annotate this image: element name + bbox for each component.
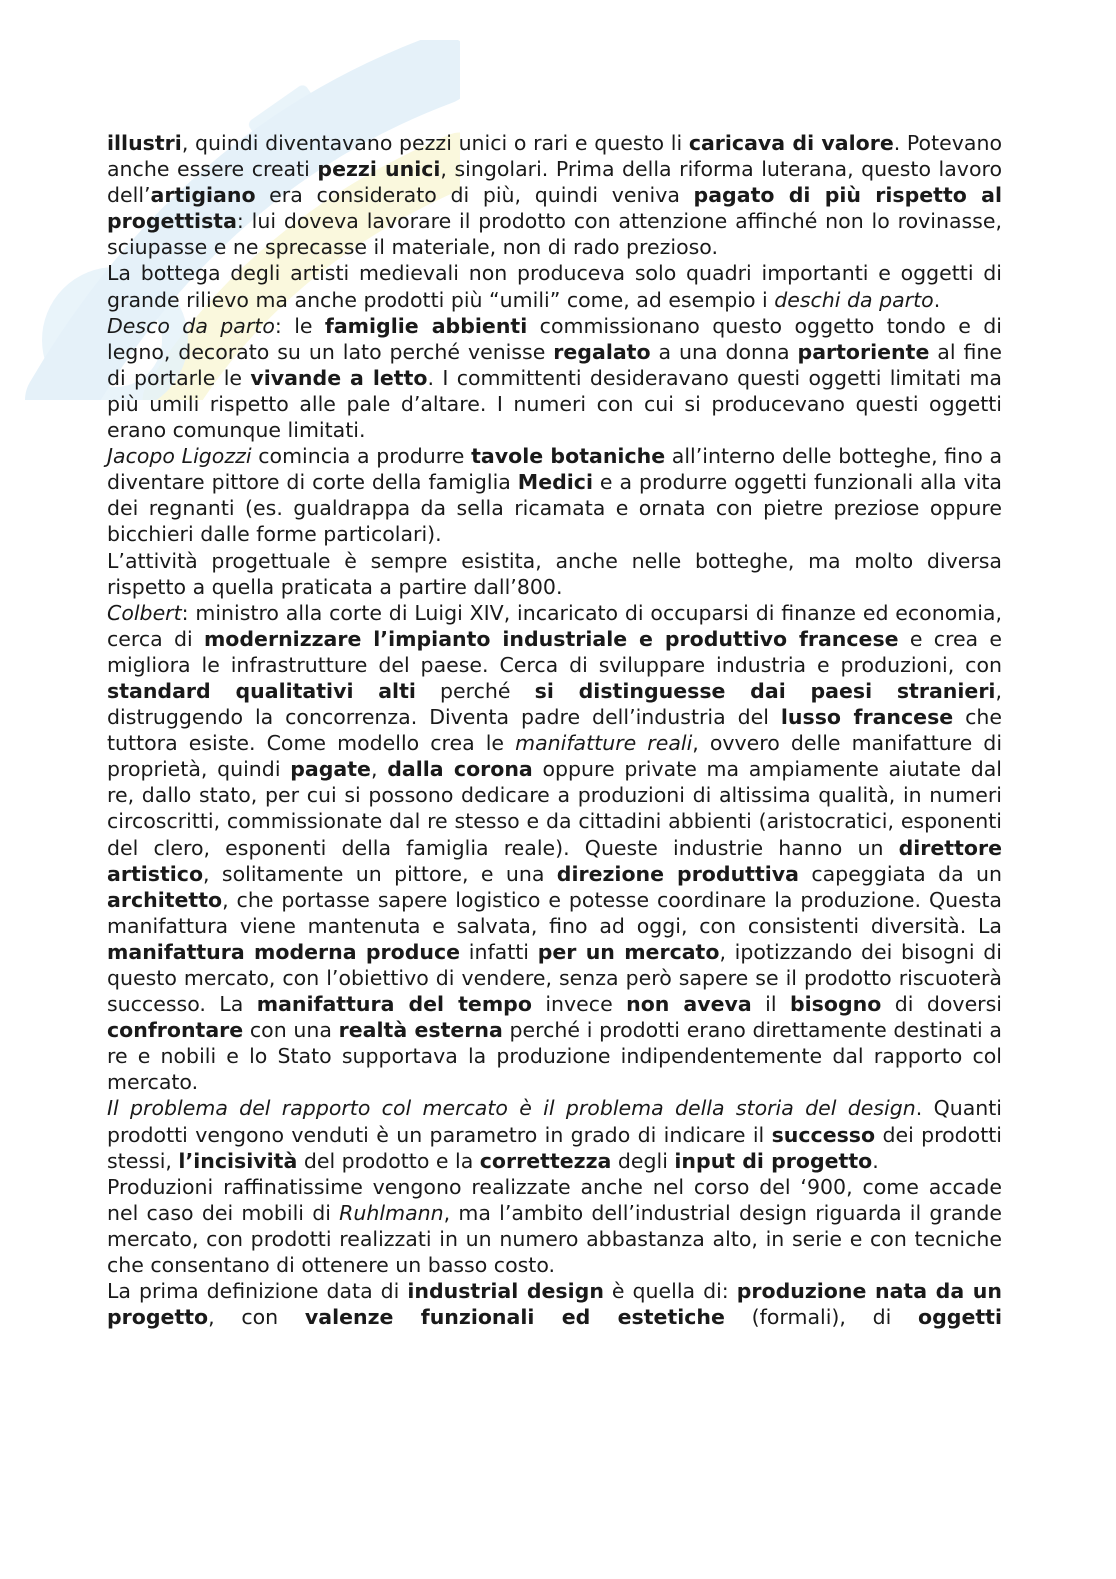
text-run: invece [531, 992, 627, 1017]
bold-text: illustri [107, 131, 182, 155]
text-run: con una [243, 1018, 339, 1043]
bold-text: valenze funzionali ed estetiche [304, 1305, 725, 1330]
bold-text: pagate [290, 757, 371, 782]
text-run: a una donna [650, 339, 798, 364]
text-run: all’interno delle botteghe, fino a diventare pittore di corte della famiglia [107, 444, 1003, 495]
text-run: del prodotto e la [297, 1148, 480, 1173]
text-run: , ovvero delle manifatture di proprietà, quindi [107, 731, 1003, 782]
text-run: : ministro alla corte di Luigi XIV, incaricato di occuparsi di finanze ed economia, cerca di [107, 600, 1002, 651]
text-run: , quindi diventavano pezzi unici o rari e questo li [181, 131, 689, 155]
text-run: , distruggendo la concorrenza. Diventa padre dell’industria del [107, 678, 1002, 730]
paragraph [107, 313, 1002, 443]
document-body [107, 130, 1002, 1330]
bold-text: Medici [517, 470, 593, 495]
italic-text: Il problema del rapporto col mercato è il problema della storia del design [107, 1096, 916, 1121]
paragraph [107, 600, 1002, 1096]
text-run: oppure private ma ampiamente aiutate dal re, dallo stato, per cui si possono dedicare a produzioni di altissima qualità, in numeri circoscritti, commissionate dal re stesso e da cittadini abbienti (aristocratici, esponenti del clero, esponenti della famiglia reale). Queste industrie hanno un [107, 757, 1003, 860]
text-run: al fine di portarle le [107, 339, 1002, 390]
text-run: , che portasse sapere logistico e potesse coordinare la produzione. Questa manifattura viene mantenuta e salvata, fino ad oggi, con consistenti diversità. La [107, 887, 1002, 938]
paragraph [107, 443, 1002, 547]
text-run: perché [415, 678, 535, 703]
paragraph [107, 1278, 1002, 1330]
bold-text: dalla corona [387, 757, 533, 782]
text-run: infatti [460, 939, 538, 964]
text-run: La bottega degli artisti medievali non produceva solo quadri importanti e oggetti di grande rilievo ma anche prodotti più “umili” come, ad esempio i [107, 261, 1002, 312]
italic-text: manifatture reali [515, 731, 693, 756]
italic-text: Desco da parto [107, 313, 275, 338]
text-run: . Quanti prodotti vengono venduti è un parametro in grado di indicare il [107, 1096, 1002, 1147]
paragraph [107, 260, 1002, 312]
bold-text: produzione nata da un progetto [107, 1279, 1002, 1330]
text-run: , singolari. Prima della riforma luterana, questo lavoro dell’ [107, 157, 1003, 208]
bold-text: regalato [553, 339, 651, 364]
text-run: che tuttora esiste. Come modello crea le [107, 705, 1002, 756]
text-run: di doversi [881, 992, 1002, 1017]
text-run: capeggiata da un [798, 861, 1002, 886]
bold-text: direttore artistico [107, 835, 1002, 886]
bold-text: si distinguesse dai paesi stranieri [534, 678, 996, 703]
text-run: era considerato di più, quindi veniva [255, 183, 694, 208]
bold-text: caricava di valore [688, 131, 894, 155]
bold-text: partoriente [797, 339, 930, 364]
bold-text: bisogno [789, 992, 882, 1017]
bold-text: industrial design [407, 1279, 604, 1304]
text-run: : lui doveva lavorare il prodotto con attenzione affinché non lo rovinasse, sciupasse e ne sprecasse il materiale, non di rado prezioso. [107, 209, 1002, 260]
text-run: (formali), di [724, 1305, 919, 1330]
text-run: perché i prodotti erano direttamente destinati a re e nobili e lo Stato supportava la produzione indipendentemente dal rapporto col mercato. [107, 1018, 1002, 1095]
bold-text: modernizzare l’impianto industriale e produttivo francese [203, 626, 899, 651]
paragraph [107, 548, 1002, 600]
text-run: , ma l’ambito dell’industrial design riguarda il grande mercato, con prodotti realizzati in un numero abbastanza alto, in serie e con tecniche che consentano di ottenere un basso costo. [107, 1200, 1003, 1278]
paragraph [107, 1174, 1002, 1278]
text-run: . [933, 287, 941, 312]
bold-text: lusso francese [780, 705, 954, 730]
bold-text: pezzi unici [317, 157, 441, 182]
bold-text: successo [771, 1122, 876, 1147]
text-run: . [872, 1148, 879, 1173]
text-run: . I committenti desideravano questi oggetti limitati ma più umili rispetto alle pale d’altare. I numeri con cui si producevano questi oggetti erano comunque limitati. [107, 365, 1002, 443]
italic-text: deschi da parto [774, 287, 934, 312]
text-run: L’attività progettuale è sempre esistita, anche nelle botteghe, ma molto diversa rispetto a quella praticata a partire dall’800. [107, 548, 1002, 599]
text-run: , ipotizzando dei bisogni di questo mercato, con l’obiettivo di vendere, senza però sapere se il prodotto riscuoterà successo. La [107, 939, 1002, 1017]
bold-text: confrontare [107, 1018, 244, 1043]
italic-text: Colbert [107, 600, 182, 625]
text-run: . Potevano anche essere creati [107, 131, 1002, 182]
bold-text: realtà esterna [338, 1018, 503, 1043]
bold-text: l’incisività [178, 1148, 298, 1173]
bold-text: non aveva [626, 992, 752, 1017]
text-run: comincia a produrre [251, 444, 472, 469]
text-run: La prima definizione data di [107, 1279, 408, 1304]
bold-text: input di progetto [674, 1148, 873, 1173]
bold-text: pagato di più rispetto al progettista [107, 183, 1002, 234]
text-run: e a produrre oggetti funzionali alla vita dei regnanti (es. gualdrappa da sella ricamata e ornata con pietre preziose oppure bicchieri dalle forme particolari). [107, 470, 1002, 547]
bold-text: oggetti [918, 1305, 1002, 1330]
text-run: e crea e migliora le infrastrutture del paese. Cerca di sviluppare industria e produzioni, con [107, 626, 1003, 677]
bold-text: manifattura del tempo [256, 992, 532, 1017]
text-run: il [751, 992, 790, 1017]
bold-text: tavole botaniche [471, 444, 666, 469]
paragraph [107, 130, 1002, 260]
bold-text: standard qualitativi alti [107, 678, 416, 703]
bold-text: manifattura moderna produce [107, 939, 461, 964]
text-run: , [370, 757, 388, 782]
bold-text: artigiano [150, 183, 256, 208]
text-run: è quella di: [603, 1279, 737, 1304]
text-run: Produzioni raffinatissime vengono realizzate anche nel corso del ‘900, come accade nel caso dei mobili di [107, 1174, 1002, 1225]
text-run: , con [208, 1305, 305, 1330]
bold-text: direzione produttiva [556, 861, 799, 886]
text-run: dei prodotti stessi, [107, 1122, 1002, 1173]
paragraph [107, 1095, 1002, 1173]
text-run: : le [274, 313, 325, 338]
text-run: degli [611, 1148, 675, 1173]
bold-text: per un mercato [537, 939, 720, 964]
text-run: commissionano questo oggetto tondo e di legno, decorato su un lato perché venisse [107, 313, 1002, 364]
italic-text: Ruhlmann [339, 1200, 444, 1225]
text-run: , solitamente un pittore, e una [203, 861, 557, 886]
bold-text: architetto [107, 887, 223, 912]
bold-text: vivande a letto [250, 365, 428, 390]
italic-text: Jacopo Ligozzi [107, 444, 252, 469]
bold-text: famiglie abbienti [324, 313, 528, 338]
bold-text: correttezza [479, 1148, 612, 1173]
